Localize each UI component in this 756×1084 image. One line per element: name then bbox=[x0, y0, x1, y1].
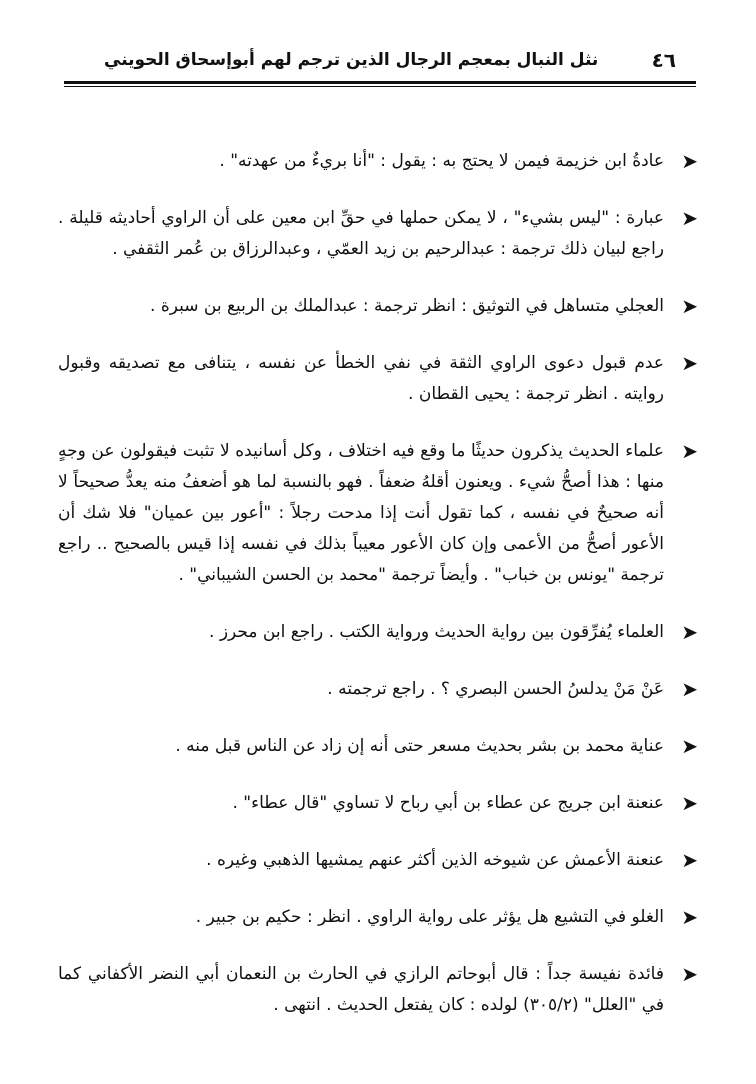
list-item bbox=[58, 788, 698, 819]
list-item bbox=[58, 291, 698, 322]
arrowhead-bullet-icon: ➤ bbox=[681, 734, 698, 758]
entry-text: العلماء يُفرِّقون بين رواية الحديث ورواية الكتب . راجع ابن محرز . bbox=[209, 622, 664, 642]
arrowhead-bullet-icon: ➤ bbox=[681, 206, 698, 230]
entry-text: عَنْ مَنْ يدلسُ الحسن البصري ؟ . راجع ترجمته . bbox=[327, 679, 664, 699]
arrowhead-bullet-icon: ➤ bbox=[681, 677, 698, 701]
arrowhead-bullet-icon: ➤ bbox=[681, 905, 698, 929]
list-item bbox=[58, 959, 698, 1021]
page-number: ٤٦ bbox=[651, 48, 676, 72]
entry-text: عبارة : "ليس بشيء" ، لا يمكن حملها في حقِّ ابن معين على أن الراوي أحاديثه قليلة . راجع لبيان ذلك ترجمة : عبدالرحيم بن زيد العمّي ، وعبدالرزاق بن عُمر الثقفي . bbox=[58, 208, 664, 259]
arrowhead-bullet-icon: ➤ bbox=[681, 351, 698, 375]
entry-text: عادةُ ابن خزيمة فيمن لا يحتج به : يقول : "أنا بريءٌ من عهدته" . bbox=[219, 151, 664, 171]
list-item bbox=[58, 617, 698, 648]
page-header bbox=[64, 40, 696, 82]
list-item bbox=[58, 674, 698, 705]
entry-text: العجلي متساهل في التوثيق : انظر ترجمة : عبدالملك بن الربيع بن سبرة . bbox=[150, 296, 664, 316]
running-title: نثل النبال بمعجم الرجال الذين ترجم لهم أبوإسحاق الحويني bbox=[104, 50, 599, 70]
list-item bbox=[58, 146, 698, 177]
entry-text: عناية محمد بن بشر بحديث مسعر حتى أنه إن زاد عن الناس قبل منه . bbox=[175, 736, 664, 756]
list-item bbox=[58, 436, 698, 591]
entry-text: عنعنة ابن جريج عن عطاء بن أبي رباح لا تساوي "قال عطاء" . bbox=[232, 793, 664, 813]
list-item bbox=[58, 203, 698, 265]
list-item bbox=[58, 902, 698, 933]
arrowhead-bullet-icon: ➤ bbox=[681, 848, 698, 872]
entry-text: الغلو في التشيع هل يؤثر على رواية الراوي . انظر : حكيم بن جبير . bbox=[195, 907, 664, 927]
arrowhead-bullet-icon: ➤ bbox=[681, 149, 698, 173]
list-item bbox=[58, 845, 698, 876]
arrowhead-bullet-icon: ➤ bbox=[681, 620, 698, 644]
entry-text: فائدة نفيسة جداً : قال أبوحاتم الرازي في الحارث بن النعمان أبي النضر الأكفاني كما في "العلل" (٣٠٥/٢) لولده : كان يفتعل الحديث . انتهى . bbox=[58, 964, 664, 1015]
entry-text: عنعنة الأعمش عن شيوخه الذين أكثر عنهم يمشيها الذهبي وغيره . bbox=[206, 850, 664, 870]
arrowhead-bullet-icon: ➤ bbox=[681, 294, 698, 318]
header-rule-thick bbox=[64, 81, 696, 84]
entry-text: عدم قبول دعوى الراوي الثقة في نفي الخطأ عن نفسه ، يتنافى مع تصديقه وقبول روايته . انظر ترجمة : يحيى القطان . bbox=[58, 353, 664, 404]
arrowhead-bullet-icon: ➤ bbox=[681, 791, 698, 815]
list-item bbox=[58, 348, 698, 410]
entry-list bbox=[58, 146, 698, 1047]
arrowhead-bullet-icon: ➤ bbox=[681, 962, 698, 986]
arrowhead-bullet-icon: ➤ bbox=[681, 439, 698, 463]
header-rule-thin bbox=[64, 86, 696, 87]
list-item bbox=[58, 731, 698, 762]
entry-text: علماء الحديث يذكرون حديثًا ما وقع فيه اختلاف ، وكل أسانيده لا تثبت فيقولون عن وجهٍ منها : هذا أصحُّ شيء . ويعنون أقلهُ ضعفاً . فهو بالنسبة لما هو أضعفُ منه يعدُّ صحيحاً لا أنه صحيحٌ في نفسه ، كما تقول أنت إذا مدحت رجلاً : "أعور بين عميان" فلا شك أن الأعور أصحُّ من الأعمى وإن كان الأعور معيباً بذلك في نفسه إذا قيس بالصحيح .. راجع ترجمة "يونس بن خباب" . وأيضاً ترجمة "محمد بن الحسن الشيباني" . bbox=[58, 441, 664, 585]
